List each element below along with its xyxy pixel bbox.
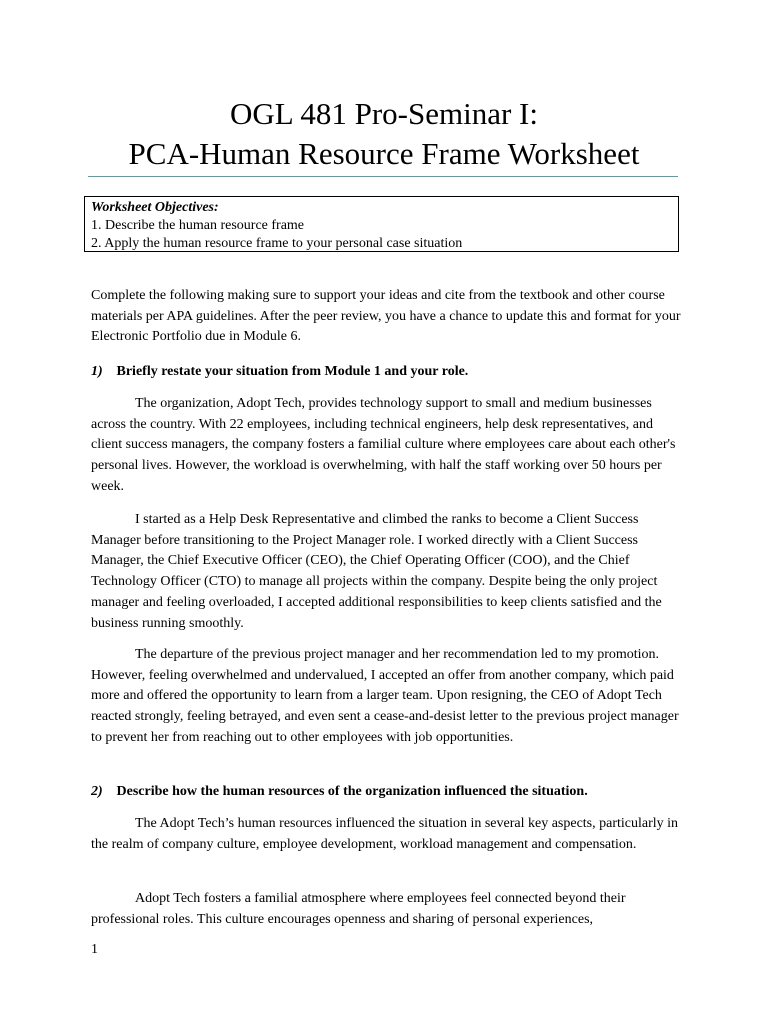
question-text: Describe how the human resources of the organization influenced the situation. xyxy=(116,784,588,799)
answer-1-para-3 xyxy=(91,645,681,749)
question-2 xyxy=(91,782,681,802)
question-1 xyxy=(91,362,681,382)
answer-1-para-1 xyxy=(91,394,681,498)
objectives-heading: Worksheet Objectives: xyxy=(91,200,219,215)
question-number: 1) xyxy=(91,364,103,379)
objective-item: 2. Apply the human resource frame to your personal case situation xyxy=(91,236,463,251)
answer-1-para-2 xyxy=(91,510,681,634)
intro-text: Complete the following making sure to support your ideas and cite from the textbook and other course materials per APA guidelines. After the peer review, you have a chance to update this and format for your Electronic Portfolio due in Module 6. xyxy=(91,288,681,345)
paragraph: The Adopt Tech’s human resources influenced the situation in several key aspects, particularly in the realm of company culture, employee development, workload management and compensation. xyxy=(91,816,679,852)
objectives-box xyxy=(84,196,679,252)
question-number: 2) xyxy=(91,784,103,799)
paragraph: The organization, Adopt Tech, provides technology support to small and medium businesses across the country. With 22 employees, including technical engineers, help desk representatives, and client success managers, the company fosters a familial culture where employees care about each other's personal lives. However, the workload is overwhelming, with half the staff working over 50 hours per week. xyxy=(91,396,676,494)
paragraph: Adopt Tech fosters a familial atmosphere where employees feel connected beyond their professional roles. This culture encourages openness and sharing of personal experiences, xyxy=(91,891,626,927)
answer-2-para-2 xyxy=(91,889,681,930)
title-divider xyxy=(88,176,678,177)
page-title-line-1: OGL 481 Pro-Seminar I: xyxy=(230,96,538,131)
question-text: Briefly restate your situation from Module 1 and your role. xyxy=(116,364,469,379)
answer-2-para-1 xyxy=(91,814,681,855)
page-title-line-2: PCA-Human Resource Frame Worksheet xyxy=(128,136,640,171)
objective-item: 1. Describe the human resource frame xyxy=(91,218,305,233)
page-number: 1 xyxy=(91,942,98,957)
intro-paragraph xyxy=(91,286,681,348)
paragraph: The departure of the previous project manager and her recommendation led to my promotion. However, feeling overwhelmed and undervalued, I accepted an offer from another company, which paid more and offered the opportunity to learn from a larger team. Upon resigning, the CEO of Adopt Tech reacted strongly, feeling betrayed, and even sent a cease-and-desist letter to the previous project manager to prevent her from reaching out to other employees with job opportunities. xyxy=(91,647,679,745)
paragraph: I started as a Help Desk Representative and climbed the ranks to become a Client Success Manager before transitioning to the Project Manager role. I worked directly with a Client Success Manager, the Chief Executive Officer (CEO), the Chief Operating Officer (COO), and the Chief Technology Officer (CTO) to manage all projects within the company. Despite being the only project manager and feeling overloaded, I accepted additional responsibilities to keep clients satisfied and the business running smoothly. xyxy=(91,512,662,631)
